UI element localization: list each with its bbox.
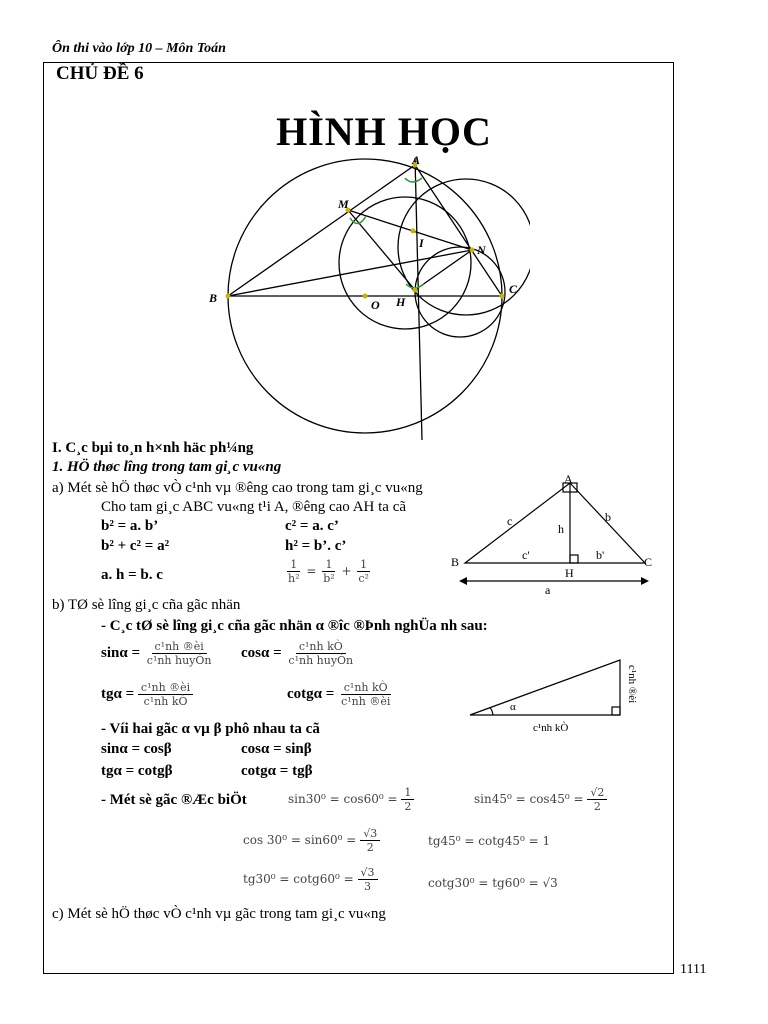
formula-b2: b² = a. b’ — [101, 518, 159, 534]
formula-ah: a. h = b. c — [101, 567, 163, 583]
angle-triangle-figure — [465, 655, 645, 740]
tri-b-label: B — [451, 555, 460, 569]
circle-geometry-figure — [200, 150, 530, 445]
subsection-heading: 1. HÖ thøc lîng trong tam gi¸c vu«ng — [52, 459, 282, 475]
tri-c-label: C — [644, 555, 653, 569]
part-b-title: b) TØ sè lîng gi¸c cña gãc nhän — [52, 597, 241, 613]
formula-pythagoras: b² + c² = a² — [101, 538, 170, 554]
side-c-label: c — [507, 514, 513, 528]
point-c-label: C — [509, 282, 518, 296]
comp-cotg-tg: cotgα = tgβ — [241, 763, 313, 779]
point-n-label: N — [477, 243, 486, 257]
part-b-intro: - C¸c tØ sè lîng gi¸c cña gãc nhän α ®îc ®Þnh nghÜa nh sau: — [101, 618, 488, 634]
seg-cp-label: c' — [522, 548, 530, 562]
def-cotg: cotgα = $\frac{\text{c¹nh kÒ}}{\text{c¹nh ®èi}}$ — [287, 681, 391, 708]
point-h-label: H — [396, 295, 406, 309]
formula-reciprocal-h: $\frac{1}{\text{h²}}$ = $\frac{1}{\text{b²}}$ + $\frac{1}{\text{c²}}$ — [288, 558, 369, 585]
special-tg45: tg45⁰ = cotg45⁰ = 1 — [428, 834, 551, 848]
comp-cos-sin: cosα = sinβ — [241, 741, 312, 757]
special-cotg30: cotg30⁰ = tg60⁰ = √3 — [428, 876, 558, 890]
special-angles-title: - Mét sè gãc ®Æc biÖt — [101, 792, 247, 808]
page-header: Ôn thi vào lớp 10 – Môn Toán — [52, 41, 226, 56]
part-a-intro: Cho tam gi¸c ABC vu«ng t¹i A, ®êng cao AH ta cã — [101, 499, 407, 515]
page-title: HÌNH HỌC — [276, 109, 492, 154]
tri-h-label: H — [565, 566, 574, 580]
def-sin: sinα = $\frac{\text{c¹nh ®èi}}{\text{c¹nh huyÒn}}$ — [101, 640, 212, 667]
right-triangle-figure — [445, 473, 660, 598]
special-sin30: sin30⁰ = cos60⁰ = $\frac{1}{2}$ — [288, 786, 414, 813]
point-a-label: A — [412, 153, 421, 167]
part-a-title: a) Mét sè hÖ thøc vÒ c¹nh vµ ®êng cao trong tam gi¸c vu«ng — [52, 480, 423, 496]
special-sin45: sin45⁰ = cos45⁰ = $\frac{√2}{2}$ — [474, 786, 607, 813]
point-i-label: I — [419, 236, 424, 250]
point-m-label: M — [338, 197, 349, 211]
special-cos30: cos 30⁰ = sin60⁰ = $\frac{√3}{2}$ — [243, 827, 380, 854]
point-o-label: O — [371, 298, 380, 312]
opposite-side-label: c¹nh ®èi — [626, 665, 638, 704]
formula-h2: h² = b’. c’ — [285, 538, 347, 554]
seg-bp-label: b' — [596, 548, 605, 562]
side-a-label: a — [545, 583, 551, 597]
alpha-label: α — [510, 701, 516, 713]
adjacent-side-label: c¹nh kÒ — [533, 722, 569, 734]
section-heading: I. C¸c bµi to¸n h×nh häc ph¼ng — [52, 440, 254, 456]
page-number: 1111 — [680, 962, 707, 977]
circle-hnc — [415, 247, 505, 337]
formula-c2: c² = a. c’ — [285, 518, 339, 534]
comp-tg-cotg: tgα = cotgβ — [101, 763, 173, 779]
comp-sin-cos: sinα = cosβ — [101, 741, 172, 757]
side-b-label: b — [605, 510, 611, 524]
part-c-title: c) Mét sè hÖ thøc vÒ c¹nh vµ gãc trong tam gi¸c vu«ng — [52, 906, 386, 922]
altitude-h-label: h — [558, 522, 564, 536]
topic-label: CHỦ ĐỀ 6 — [56, 63, 144, 84]
tri-a-label: A — [564, 473, 573, 486]
point-b-label: B — [209, 291, 218, 305]
def-tg: tgα = $\frac{\text{c¹nh ®èi}}{\text{c¹nh kÒ}}$ — [101, 681, 193, 708]
complementary-intro: - Víi hai gãc α vµ β phô nhau ta cã — [101, 721, 320, 737]
special-tg30: tg30⁰ = cotg60⁰ = $\frac{√3}{3}$ — [243, 866, 378, 893]
def-cos: cosα = $\frac{\text{c¹nh kÒ}}{\text{c¹nh huyÒn}}$ — [241, 640, 354, 667]
